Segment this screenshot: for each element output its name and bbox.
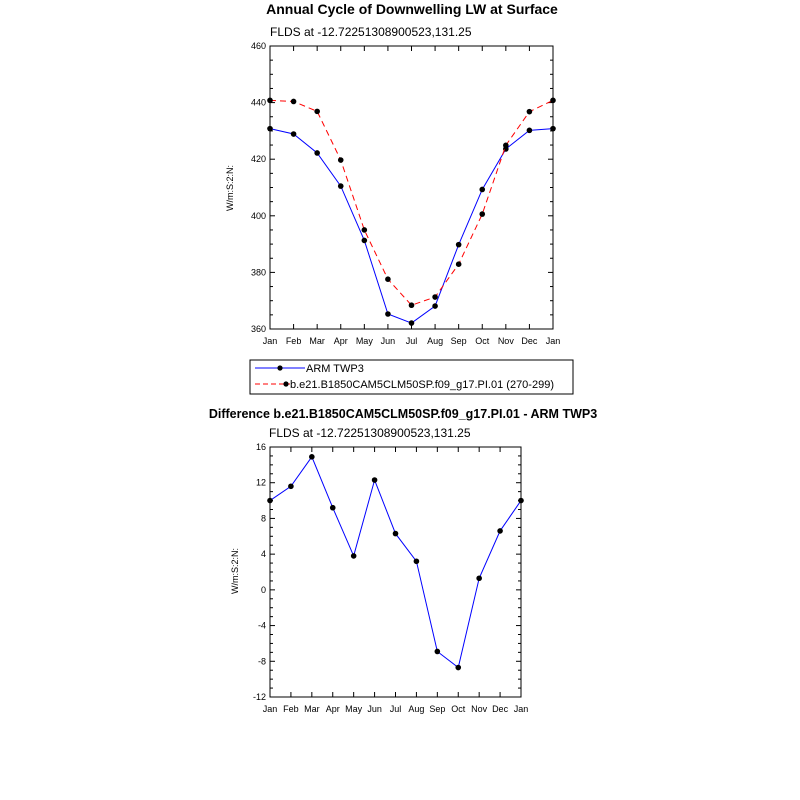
series-0-point: [314, 150, 320, 156]
x-tick-label: Feb: [285, 336, 302, 346]
series-line-0: [270, 457, 521, 668]
series-0-point: [456, 242, 462, 248]
series-1-point: [550, 98, 556, 104]
chart1-series: [267, 98, 556, 326]
series-1-point: [527, 109, 533, 115]
difference-chart: [209, 407, 597, 714]
series-0-point: [393, 531, 399, 537]
chart2-series: [267, 454, 524, 670]
series-1-point: [385, 276, 391, 282]
chart1-plot-frame: [270, 46, 553, 329]
legend-label-arm: ARM TWP3: [306, 363, 364, 375]
chart2-plot-frame: [270, 447, 521, 697]
series-0-point: [351, 553, 357, 559]
series-0-point: [372, 477, 378, 483]
series-0-point: [435, 649, 441, 655]
series-0-point: [338, 183, 344, 189]
series-1-point: [409, 302, 415, 308]
series-line-0: [270, 129, 553, 323]
annual-cycle-chart: [225, 1, 573, 394]
series-0-point: [385, 311, 391, 317]
x-tick-label: Dec: [521, 336, 538, 346]
series-1-point: [479, 211, 485, 217]
series-0-point: [288, 483, 294, 489]
x-tick-label: Jan: [262, 336, 278, 346]
series-0-point: [432, 303, 438, 309]
x-tick-label: Jan: [262, 704, 278, 714]
x-tick-label: Jan: [545, 336, 561, 346]
x-tick-label: Jul: [405, 336, 418, 346]
series-1-point: [267, 98, 273, 104]
x-tick-label: Jun: [367, 704, 382, 714]
chart2-subtitle: FLDS at -12.72251308900523,131.25: [269, 426, 471, 440]
legend-label-model: b.e21.B1850CAM5CLM50SP.f09_g17.PI.01 (270-299): [290, 379, 554, 391]
x-tick-label: Nov: [497, 336, 514, 346]
y-tick-label: 400: [250, 210, 266, 221]
x-tick-label: Aug: [408, 704, 425, 714]
x-tick-label: May: [355, 336, 373, 346]
x-tick-label: Feb: [283, 704, 299, 714]
x-tick-label: Oct: [475, 336, 490, 346]
series-1-point: [338, 157, 344, 163]
x-tick-label: Apr: [333, 336, 348, 346]
y-tick-label: 8: [260, 513, 266, 524]
y-tick-label: -8: [257, 656, 266, 667]
y-tick-label: 420: [250, 154, 266, 165]
chart2-y-axis-label: W/m:S:2:N:: [230, 547, 240, 595]
chart2-title: Difference b.e21.B1850CAM5CLM50SP.f09_g17.PI.01 - ARM TWP3: [208, 407, 598, 421]
legend-marker-arm: [277, 365, 282, 370]
y-tick-label: 440: [250, 97, 266, 108]
series-0-point: [309, 454, 315, 460]
x-tick-label: Apr: [325, 704, 340, 714]
series-0-point: [409, 320, 415, 326]
y-tick-label: 380: [250, 267, 266, 278]
series-0-point: [518, 498, 524, 504]
chart1-y-ticks: [251, 41, 553, 334]
y-tick-label: 460: [250, 41, 266, 51]
series-0-point: [267, 498, 273, 504]
y-tick-label: -12: [252, 692, 266, 702]
chart1-y-axis-label: W/m:S:2:N:: [225, 164, 235, 212]
series-0-point: [550, 126, 556, 132]
series-0-point: [479, 187, 485, 193]
legend-marker-model: [283, 381, 288, 386]
series-1-point: [291, 99, 297, 105]
series-0-point: [497, 528, 503, 534]
x-tick-label: Dec: [492, 704, 509, 714]
y-tick-label: 12: [255, 477, 266, 488]
y-tick-label: -4: [257, 620, 266, 631]
series-0-point: [362, 238, 368, 244]
series-0-point: [267, 126, 273, 132]
series-1-point: [362, 227, 368, 233]
y-tick-label: 4: [260, 549, 266, 560]
chart1-title: Annual Cycle of Downwelling LW at Surface: [266, 1, 558, 17]
series-0-point: [527, 128, 533, 134]
x-tick-label: Oct: [451, 704, 466, 714]
chart1-legend: [250, 360, 573, 394]
chart2-y-ticks: [253, 442, 521, 702]
series-0-point: [455, 665, 461, 671]
x-tick-label: May: [345, 704, 363, 714]
series-0-point: [414, 558, 420, 564]
x-tick-label: Mar: [309, 336, 325, 346]
chart1-x-ticks: [263, 46, 561, 346]
x-tick-label: Sep: [429, 704, 446, 714]
x-tick-label: Aug: [427, 336, 444, 346]
series-1-point: [314, 109, 320, 115]
x-tick-label: Nov: [471, 704, 488, 714]
series-0-point: [330, 505, 336, 511]
x-tick-label: Jul: [389, 704, 402, 714]
chart1-subtitle: FLDS at -12.72251308900523,131.25: [270, 25, 472, 39]
series-1-point: [432, 294, 438, 300]
series-line-1: [270, 100, 553, 305]
y-tick-label: 16: [255, 442, 266, 452]
x-tick-label: Mar: [304, 704, 320, 714]
x-tick-label: Sep: [450, 336, 467, 346]
series-1-point: [456, 261, 462, 267]
x-tick-label: Jun: [380, 336, 396, 346]
series-0-point: [291, 131, 297, 137]
series-0-point: [476, 575, 482, 581]
x-tick-label: Jan: [513, 704, 529, 714]
y-tick-label: 360: [250, 324, 266, 334]
y-tick-label: 0: [260, 584, 266, 595]
series-1-point: [503, 143, 509, 149]
